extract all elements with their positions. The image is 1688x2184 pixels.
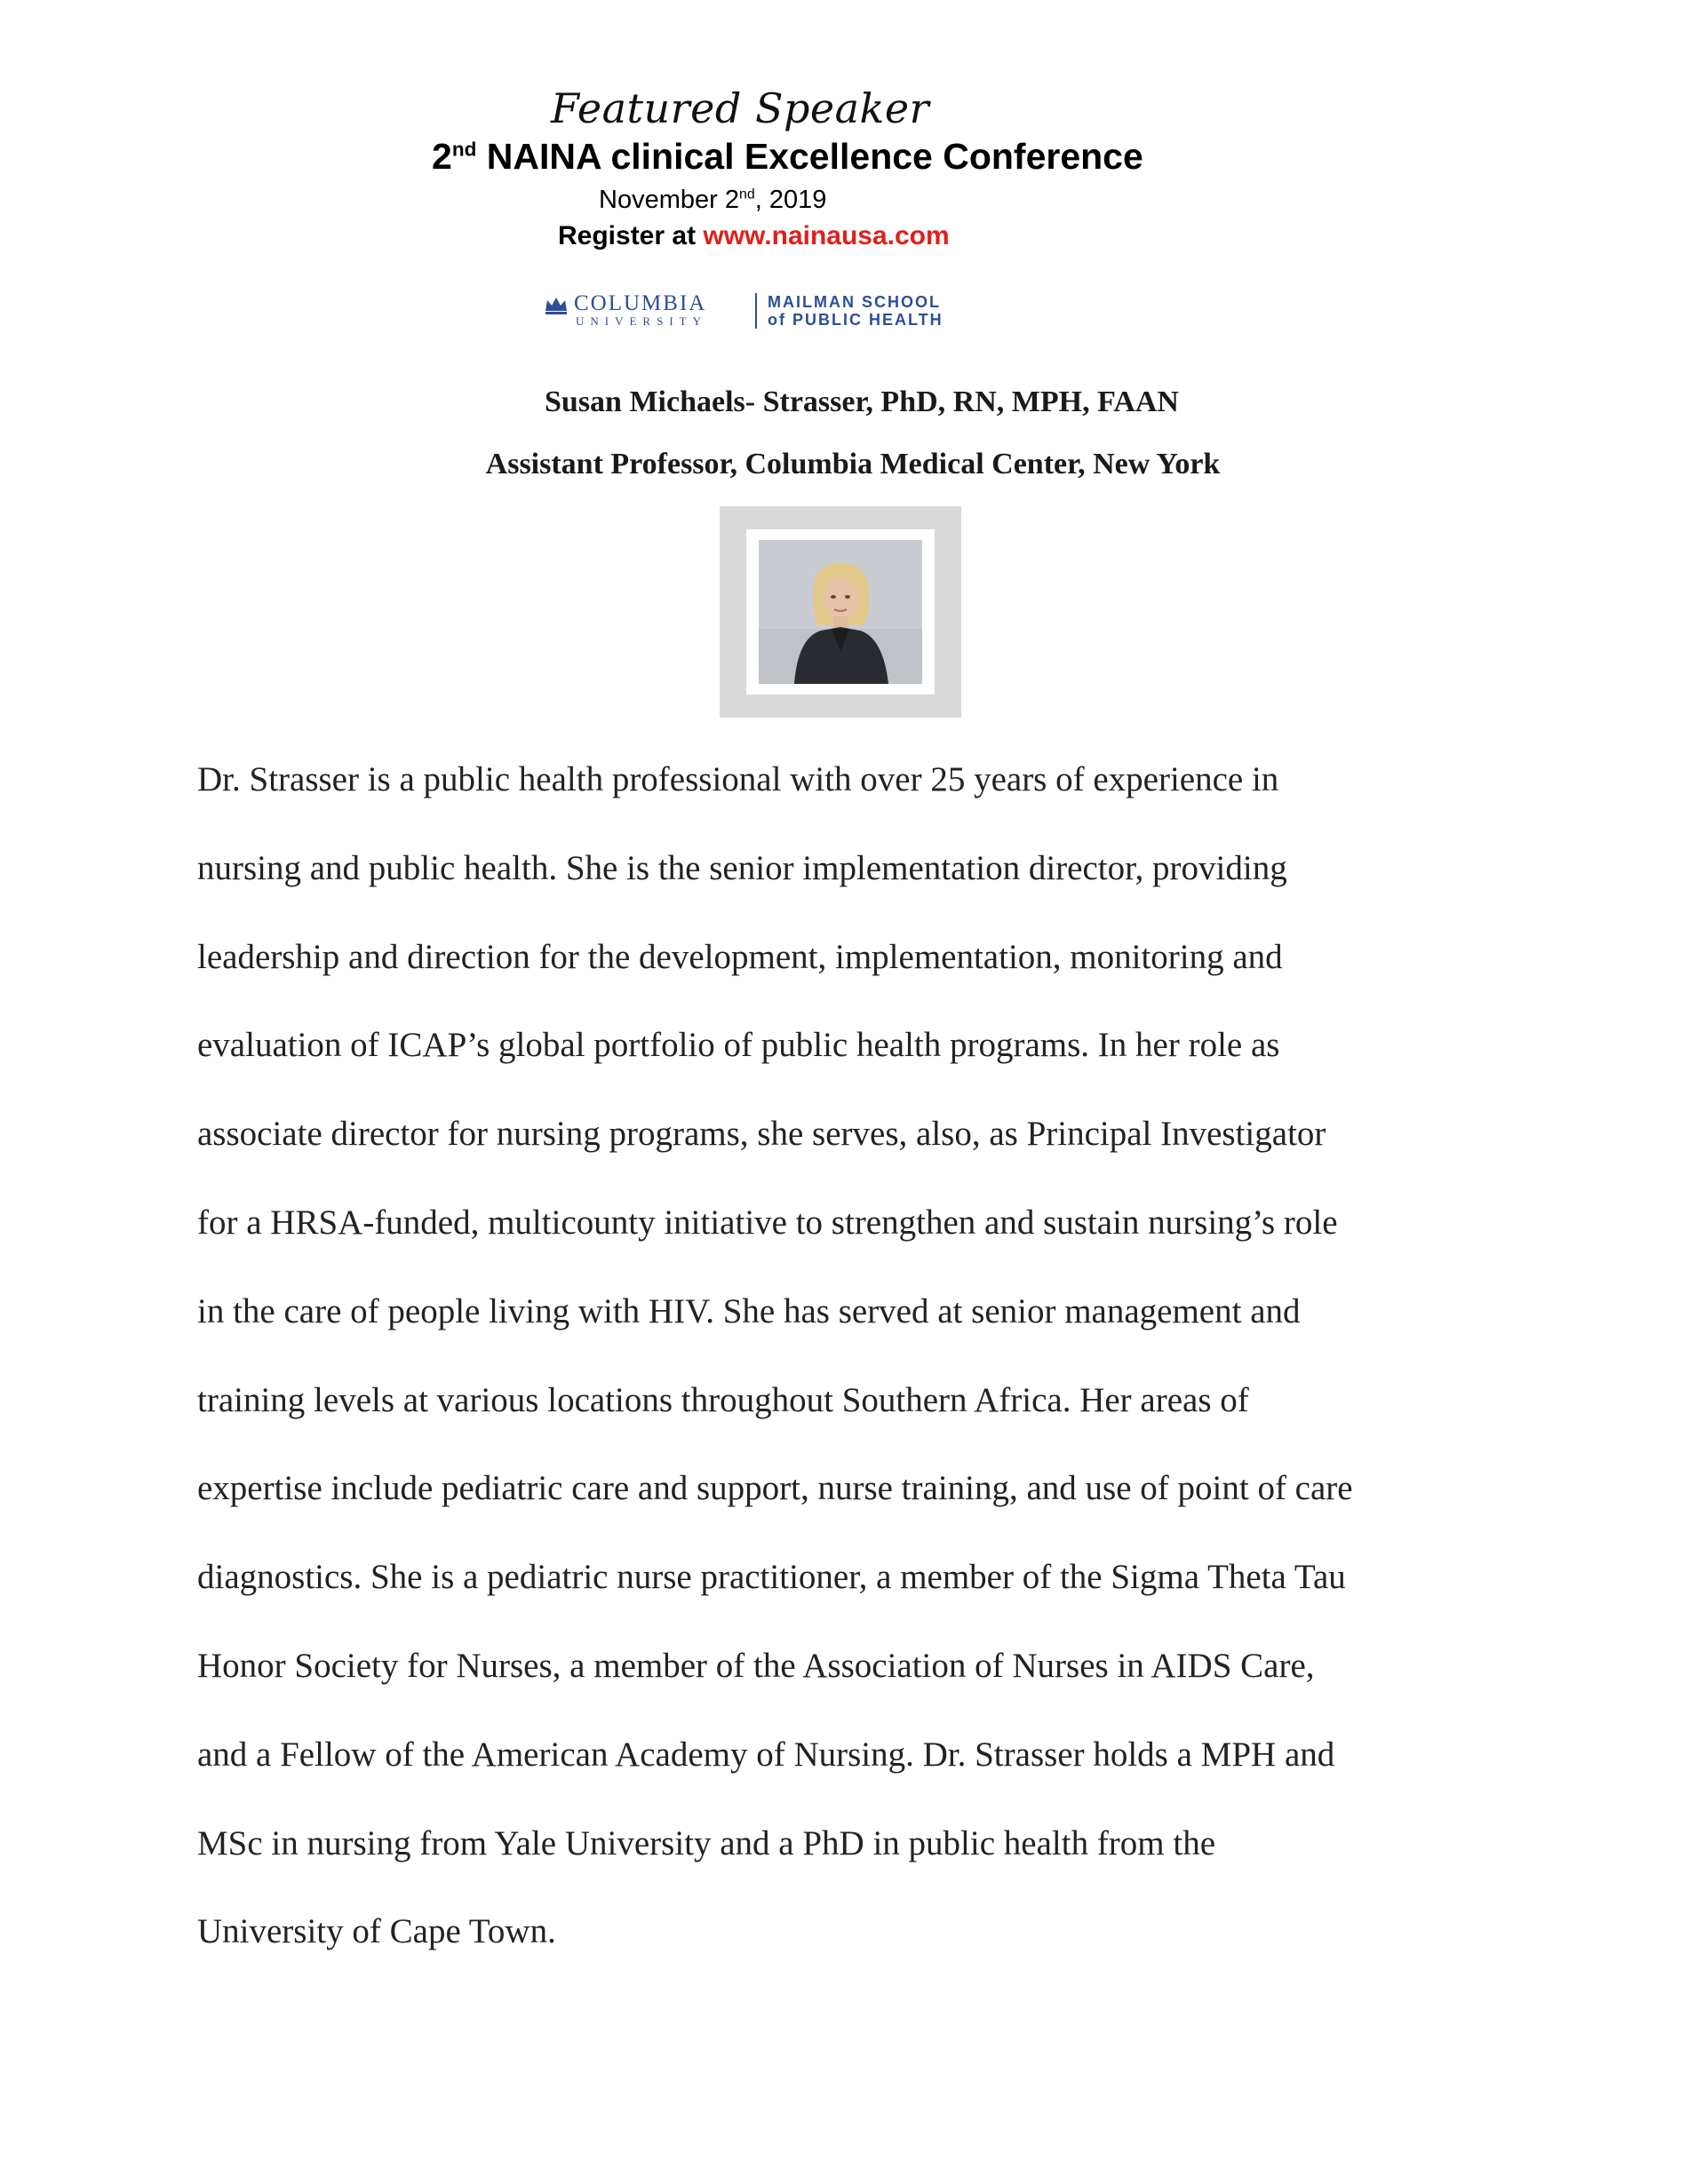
logo-school-name: MAILMAN SCHOOL <box>768 293 941 311</box>
date-prefix: November 2 <box>599 186 739 214</box>
conference-name: NAINA clinical Excellence Conference <box>476 136 1143 177</box>
bio-line: associate director for nursing programs, she serves, also, as Principal Investigator <box>197 1115 1326 1154</box>
bio-line: and a Fellow of the American Academy of Nursing. Dr. Strasser holds a MPH and <box>197 1735 1335 1774</box>
speaker-portrait-icon <box>759 540 922 684</box>
bio-line: nursing and public health. She is the senior implementation director, providing <box>197 848 1287 887</box>
bio-line: leadership and direction for the development, implementation, monitoring and <box>197 937 1283 976</box>
photo-mat <box>746 529 935 695</box>
speaker-bio <box>197 735 1512 1976</box>
speaker-name: Susan Michaels- Strasser, PhD, RN, MPH, FAAN <box>545 385 1179 418</box>
conference-ordinal: 2 <box>432 136 452 177</box>
bio-line: Dr. Strasser is a public health professional with over 25 years of experience in <box>197 760 1279 798</box>
featured-speaker-heading: Featured Speaker <box>551 84 930 132</box>
bio-line: evaluation of ICAP’s global portfolio of public health programs. In her role as <box>197 1026 1280 1065</box>
conference-ordinal-suffix: nd <box>451 138 477 161</box>
columbia-mailman-logo <box>544 291 1023 332</box>
register-line <box>558 217 1180 256</box>
speaker-photo-frame <box>720 506 961 718</box>
logo-school-subtitle: of PUBLIC HEALTH <box>768 311 944 329</box>
date-suffix: nd <box>738 187 755 203</box>
speaker-title: Assistant Professor, Columbia Medical Center, New York <box>485 448 1221 480</box>
register-label: Register at <box>558 221 704 250</box>
date-year: , 2019 <box>754 186 827 214</box>
conference-title <box>432 131 1409 181</box>
bio-line: diagnostics. She is a pediatric nurse practitioner, a member of the Sigma Theta Tau <box>197 1558 1346 1597</box>
bio-line: expertise include pediatric care and support, nurse training, and use of point of care <box>197 1469 1353 1508</box>
logo-university-word: UNIVERSITY <box>576 314 707 328</box>
bio-line: in the care of people living with HIV. She has served at senior management and <box>197 1291 1301 1330</box>
bio-line: training levels at various locations throughout Southern Africa. Her areas of <box>197 1380 1249 1419</box>
bio-line: for a HRSA-funded, multicounty initiative to strengthen and sustain nursing’s role <box>197 1203 1338 1242</box>
bio-line: University of Cape Town. <box>197 1912 556 1951</box>
register-link[interactable]: www.nainausa.com <box>703 221 950 250</box>
speaker-photo <box>759 540 922 684</box>
crown-icon <box>544 295 569 314</box>
bio-line: Honor Society for Nurses, a member of the Association of Nurses in AIDS Care, <box>197 1646 1315 1685</box>
bio-line: MSc in nursing from Yale University and a PhD in public health from the <box>197 1823 1216 1862</box>
logo-university-name: COLUMBIA <box>574 291 707 315</box>
conference-date <box>599 181 1132 218</box>
logo-divider <box>755 293 757 329</box>
